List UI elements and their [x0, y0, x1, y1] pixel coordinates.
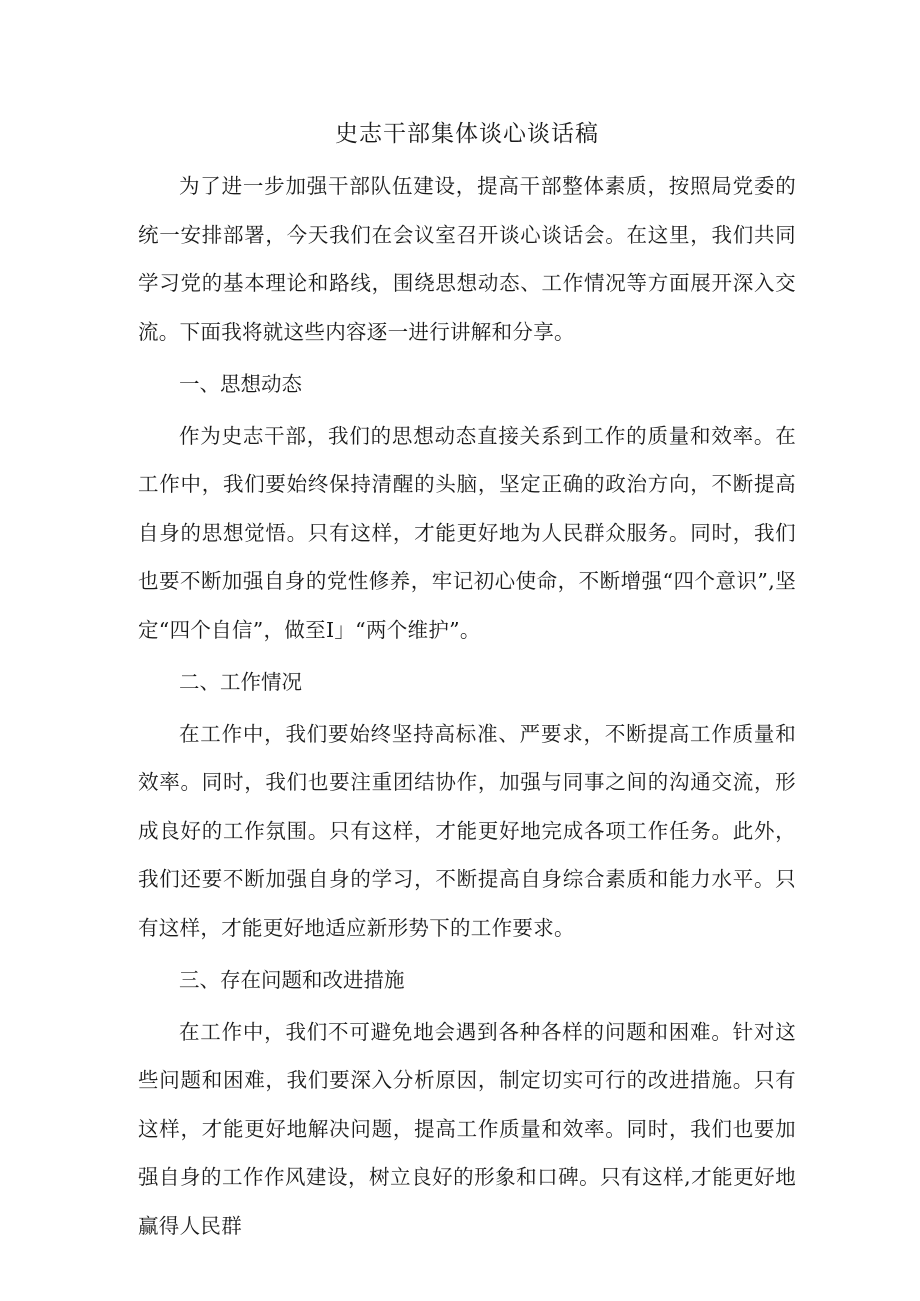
section-body-thoughts: 作为史志干部，我们的思想动态直接关系到工作的质量和效率。在工作中，我们要始终保持清醒的头脑，坚定正确的政治方向，不断提高自身的思想觉悟。只有这样，才能更好地为人民群众服务。同时，我们也要不断加强自身的党性修养，牢记初心使命，不断增强“四个意识”,坚定“四个自信”，做至I」“两个维护”。 — [138, 423, 796, 642]
section-heading-problems: 三、存在问题和改进措施 — [179, 968, 405, 992]
intro-paragraph: 为了进一步加强干部队伍建设，提高干部整体素质，按照局党委的统一安排部署，今天我们在会议室召开谈心谈话会。在这里，我们共同学习党的基本理论和路线，围绕思想动态、工作情况等方面展开深入交流。下面我将就这些内容逐一进行讲解和分享。 — [138, 174, 796, 344]
document-page — [138, 112, 796, 1250]
section-heading-thoughts: 一、思想动态 — [179, 372, 302, 396]
section-heading-work: 二、工作情况 — [179, 670, 302, 694]
section-body-work: 在工作中，我们要始终坚持高标准、严要求，不断提高工作质量和效率。同时，我们也要注重团结协作，加强与同事之间的沟通交流，形成良好的工作氛围。只有这样，才能更好地完成各项工作任务。此外，我们还要不断加强自身的学习，不断提高自身综合素质和能力水平。只有这样，才能更好地适应新形势下的工作要求。 — [138, 721, 796, 940]
document-title: 史志干部集体谈心谈话稿 — [335, 121, 599, 147]
section-body-problems: 在工作中，我们不可避免地会遇到各种各样的问题和困难。针对这些问题和困难，我们要深入分析原因，制定切实可行的改进措施。只有这样，才能更好地解决问题，提高工作质量和效率。同时，我们也要加强自身的工作作风建设，树立良好的形象和口碑。只有这样,才能更好地赢得人民群 — [138, 1019, 796, 1238]
